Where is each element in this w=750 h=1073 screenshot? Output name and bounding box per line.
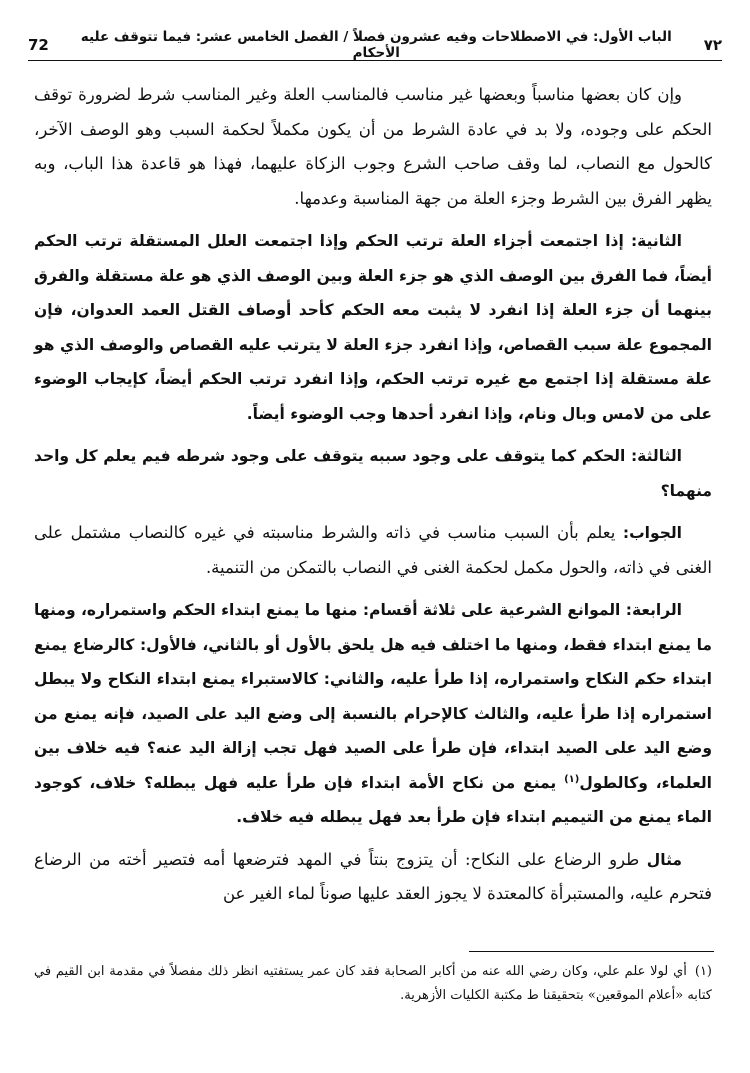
example-text: طرو الرضاع على النكاح: أن يتزوج بنتاً في المهد فترضعها أمه فتصير أخته من الرضاع فتحرم عليه، والمستبرأة كالمعتدة لا يجوز العقد عليها صوناً لماء الغير عن [34,849,712,903]
answer-text: يعلم بأن السبب مناسب في ذاته والشرط مناسبته في غيره كالنصاب مشتمل على الغنى في ذاته، والحول مكمل لحكمة الغنى في النصاب بالتمكن من التنمية. [34,523,712,577]
page-number-latin: 72 [28,36,49,54]
footnote-divider [469,951,714,952]
paragraph-1: وإن كان بعضها مناسباً وبعضها غير مناسب فالمناسب العلة وغير المناسب شرط لضرورة توقف الحكم على وجوده، ولا بد في عادة الشرط من أن يكون مكملاً لحكمة السبب وهو الوصف الآخر، كالحول مع النصاب، لما وقف صاحب الشرع وجوب الزكاة عليهما، فهذا هو قاعدة هذا الباب، وبه يظهر الفرق بين الشرط وجزء العلة من جهة المناسبة وعدمها. [34,85,712,208]
answer-label: الجواب: [622,524,682,542]
fourth-text-part2: يمنع من نكاح الأمة ابتداء فإن طرأ عليه فهل يبطله؟ خلاف، كوجود الماء يمنع من التيميم ابتداء فإن طرأ بعد فهل يبطله فيه خلاف. [34,773,712,826]
fourth-text-part1: الرابعة: الموانع الشرعية على ثلاثة أقسام: منها ما يمنع ابتداء الحكم واستمراره، ومنها ما يمنع ابتداء فقط، ومنها ما اختلف فيه هل يلحق بالأول أو بالثاني، فالأول: كالرضاع يمنع ابتداء حكم النكاح واستمراره، إذا طرأ عليه، والثاني: كالاستبراء يمنع ابتداء النكاح ولا يبطل استمراره إذا طرأ عليه، والثالث كالإحرام بالنسبة إلى وضع اليد على الصيد، فإنه يمنع من وضع اليد على الصيد ابتداء، فإن طرأ على الصيد فهل تجب إزالة اليد عنه؟ فيه خلاف بين العلماء، وكالطول [34,601,712,792]
footnote [34,960,712,1008]
header-title: الباب الأول: في الاصطلاحات وفيه عشرون فصلاً / الفصل الخامس عشر: فيما تتوقف عليه الأحكام [80,29,672,61]
footnote-number: (١) [694,964,712,979]
paragraph-second: الثانية: إذا اجتمعت أجزاء العلة ترتب الحكم وإذا اجتمعت العلل المستقلة ترتب الحكم أيضاً، فما الفرق بين الوصف الذي هو جزء العلة وبين الوصف الذي هو علة مستقلة والفرق بينهما أن جزء العلة إذا انفرد لا يثبت معه الحكم كأحد أوصاف القتل العمد العدوان، فإن المجموع علة سبب القصاص، وإذا انفرد جزء العلة لا يترتب عليه القصاص والوصف الذي هو علة مستقلة إذا اجتمع مع غيره ترتب الحكم، وإذا انفرد ترتب الحكم أيضاً، كإيجاب الوضوء على من لامس وبال ونام، وإذا انفرد أحدها وجب الوضوء أيضاً. [34,232,712,423]
footnote-text: أي لولا علم علي، وكان رضي الله عنه من أكابر الصحابة فقد كان عمر يستفتيه انظر ذلك مفصلاً في مقدمة ابن القيم في كتابه «أعلام الموقعين» بتحقيقنا ط مكتبة الكليات الأزهرية. [34,964,712,1003]
body-text [34,78,712,920]
paragraph-example [34,843,712,912]
paragraph-fourth [34,593,712,835]
page-number-arabic: ٧٢ [703,36,722,54]
running-header [28,30,722,61]
footnote-reference: (١) [564,773,580,785]
paragraph-answer [34,516,712,585]
example-label: مثال [646,850,682,869]
paragraph-third: الثالثة: الحكم كما يتوقف على وجود سببه يتوقف على وجود شرطه فيم يعلم كل واحد منهما؟ [34,447,712,500]
